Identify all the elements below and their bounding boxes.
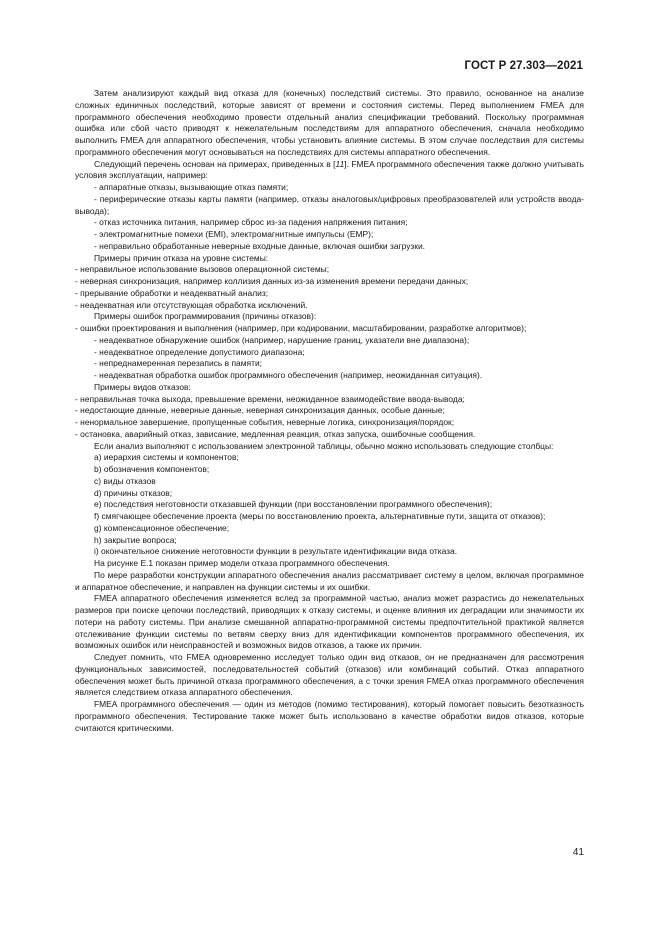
- column-item: e) последствия неготовности отказавшей функции (при восстановлении программного обеспечения);: [94, 499, 493, 510]
- column-item: h) закрытие вопроса;: [94, 534, 177, 545]
- column-item: g) компенсационное обеспечение;: [94, 522, 230, 533]
- page-number: 41: [572, 847, 584, 858]
- examples-text-start: Следующий перечень основан на примерах, приведенных в [: [94, 158, 336, 169]
- list-item: - ненормальное завершение, пропущенные события, неверные логика, синхронизация/порядок;: [75, 417, 455, 427]
- paragraph-figure-reference: На рисунке Е.1 показан пример модели отказа программного обеспечения.: [94, 558, 390, 568]
- paragraph-note: Следует помнить, что FMEA одновременно исследует только один вид отказов, он не предназначен для рассмотрения функциональных зависимостей, последовательностей событий (отказов) или комбинаций событий. Отказ аппаратного обеспечения может быть причиной отказа программного обеспечения, а с точки зрения FMEA отказ программного обеспечения является следствием отказа аппаратного обеспечения.: [75, 652, 584, 698]
- list-item: - отказ источника питания, например сброс из-за падения напряжения питания;: [94, 217, 408, 228]
- list-item: - недостающие данные, неверные данные, неверная синхронизация данных, особые данные;: [75, 405, 445, 416]
- list-item: - неправильно обработанные неверные входные данные, включая ошибки загрузки.: [94, 240, 426, 251]
- list-item: - неправильное использование вызовов операционной системы;: [75, 264, 330, 275]
- column-item: f) смягчающее обеспечение проекта (меры по восстановлению проекта, альтернативные пути, защита от отказов);: [94, 511, 546, 521]
- examples-text-end: ]. FMEA программного обеспечения также должно учитывать условия эксплуатации, например:: [75, 158, 584, 181]
- list-item: - аппаратные отказы, вызывающие отказ памяти;: [94, 182, 289, 192]
- list-item: - неадекватное обнаружение ошибок (например, нарушение границ, указатели вне диапазона);: [94, 334, 470, 345]
- list-item: - неадекватная или отсутствующая обработка исключений.: [75, 299, 308, 310]
- column-item: d) причины отказов;: [94, 487, 173, 498]
- list-item: - электромагнитные помехи (EMI), электромагнитные импульсы (EMP);: [94, 229, 374, 239]
- list-item: - неадекватное определение допустимого диапазона;: [94, 346, 305, 357]
- list-item: - прерывание обработки и неадекватный анализ;: [75, 287, 269, 298]
- column-item: i) окончательное снижение неготовности функции в результате идентификации вида отказа.: [94, 546, 458, 557]
- paragraph-table-intro: Если анализ выполняют с использованием электронной таблицы, обычно можно использовать следующие столбцы:: [94, 440, 554, 451]
- list-item: - неправильная точка выхода, превышение времени, неожиданное взаимодействие ввода-вывода;: [75, 393, 465, 404]
- standard-designation: ГОСТ Р 27.303—2021: [464, 60, 583, 72]
- list-item: - непреднамеренная перезапись в памяти;: [94, 358, 262, 369]
- list-item: - остановка, аварийный отказ, зависание, медленная реакция, отказ запуска, ошибочные сообщения.: [75, 428, 476, 439]
- list-heading: Примеры видов отказов:: [94, 381, 191, 392]
- column-item: c) виды отказов: [94, 475, 156, 486]
- list-heading: Примеры ошибок программирования (причины отказов):: [94, 311, 317, 322]
- list-item: - периферические отказы карты памяти (например, отказы аналоговых/цифровых преобразователей или устройств ввода-вывода);: [75, 193, 584, 216]
- list-item: - неверная синхронизация, например коллизия данных из-за изменения времени передачи данных;: [75, 276, 469, 286]
- paragraph-design: По мере разработки конструкции аппаратного обеспечения анализ рассматривает систему в целом, включая программное и аппаратное обеспечение, и направлен на функции системы и их ошибки.: [75, 569, 584, 592]
- page-body: [75, 88, 584, 734]
- paragraph-conclusion: FMEA программного обеспечения — один из методов (помимо тестирования), который помогает повысить безотказность программного обеспечения. Тестирование также может быть использовано в качестве обработки видов отказов, которые считаются критическими.: [75, 699, 584, 733]
- column-item: a) иерархия системы и компонентов;: [94, 452, 239, 463]
- list-item: - неадекватная обработка ошибок программного обеспечения (например, неожиданная ситуация).: [94, 370, 483, 380]
- paragraph-examples: [75, 159, 584, 183]
- column-item: b) обозначения компонентов;: [94, 464, 210, 474]
- paragraph-hardware-fmea: FMEA аппаратного обеспечения изменяется вслед за программной частью, анализ может разрастись до нежелательных размеров при поиске цепочки последствий, приводящих к отказу системы, и оценке влияния их деградации или значимости их потери на работу системы. При анализе смешанной аппаратно-программной системы предпочтительной практикой является отслеживание функции системы по ветвям сверху вниз для идентификации компонентов программного обеспечения, их возможных ошибок или неисправностей и возможных видов отказов, а также их причин.: [75, 593, 584, 651]
- list-item: - ошибки проектирования и выполнения (например, при кодировании, масштабировании, разработке алгоритмов);: [75, 323, 527, 333]
- list-heading: Примеры причин отказа на уровне системы:: [94, 252, 269, 263]
- paragraph-intro: Затем анализируют каждый вид отказа для (конечных) последствий системы. Это правило, основанное на анализе сложных единичных последствий, которые зависят от времени и состояния системы. Перед выполнением FMEA для программного обеспечения необходимо провести отдельный анализ спецификации требований. Поскольку программная ошибка или сбой часто приводят к нежелательным последствиям для аппаратного обеспечения, сначала необходимо выполнить FMEA для аппаратного обеспечения, чтобы установить влияние системы. В этом случае последствия для системы программного обеспечения могут основываться на последствиях для системы аппаратного обеспечения.: [75, 88, 584, 157]
- reference-number: 11: [335, 158, 345, 169]
